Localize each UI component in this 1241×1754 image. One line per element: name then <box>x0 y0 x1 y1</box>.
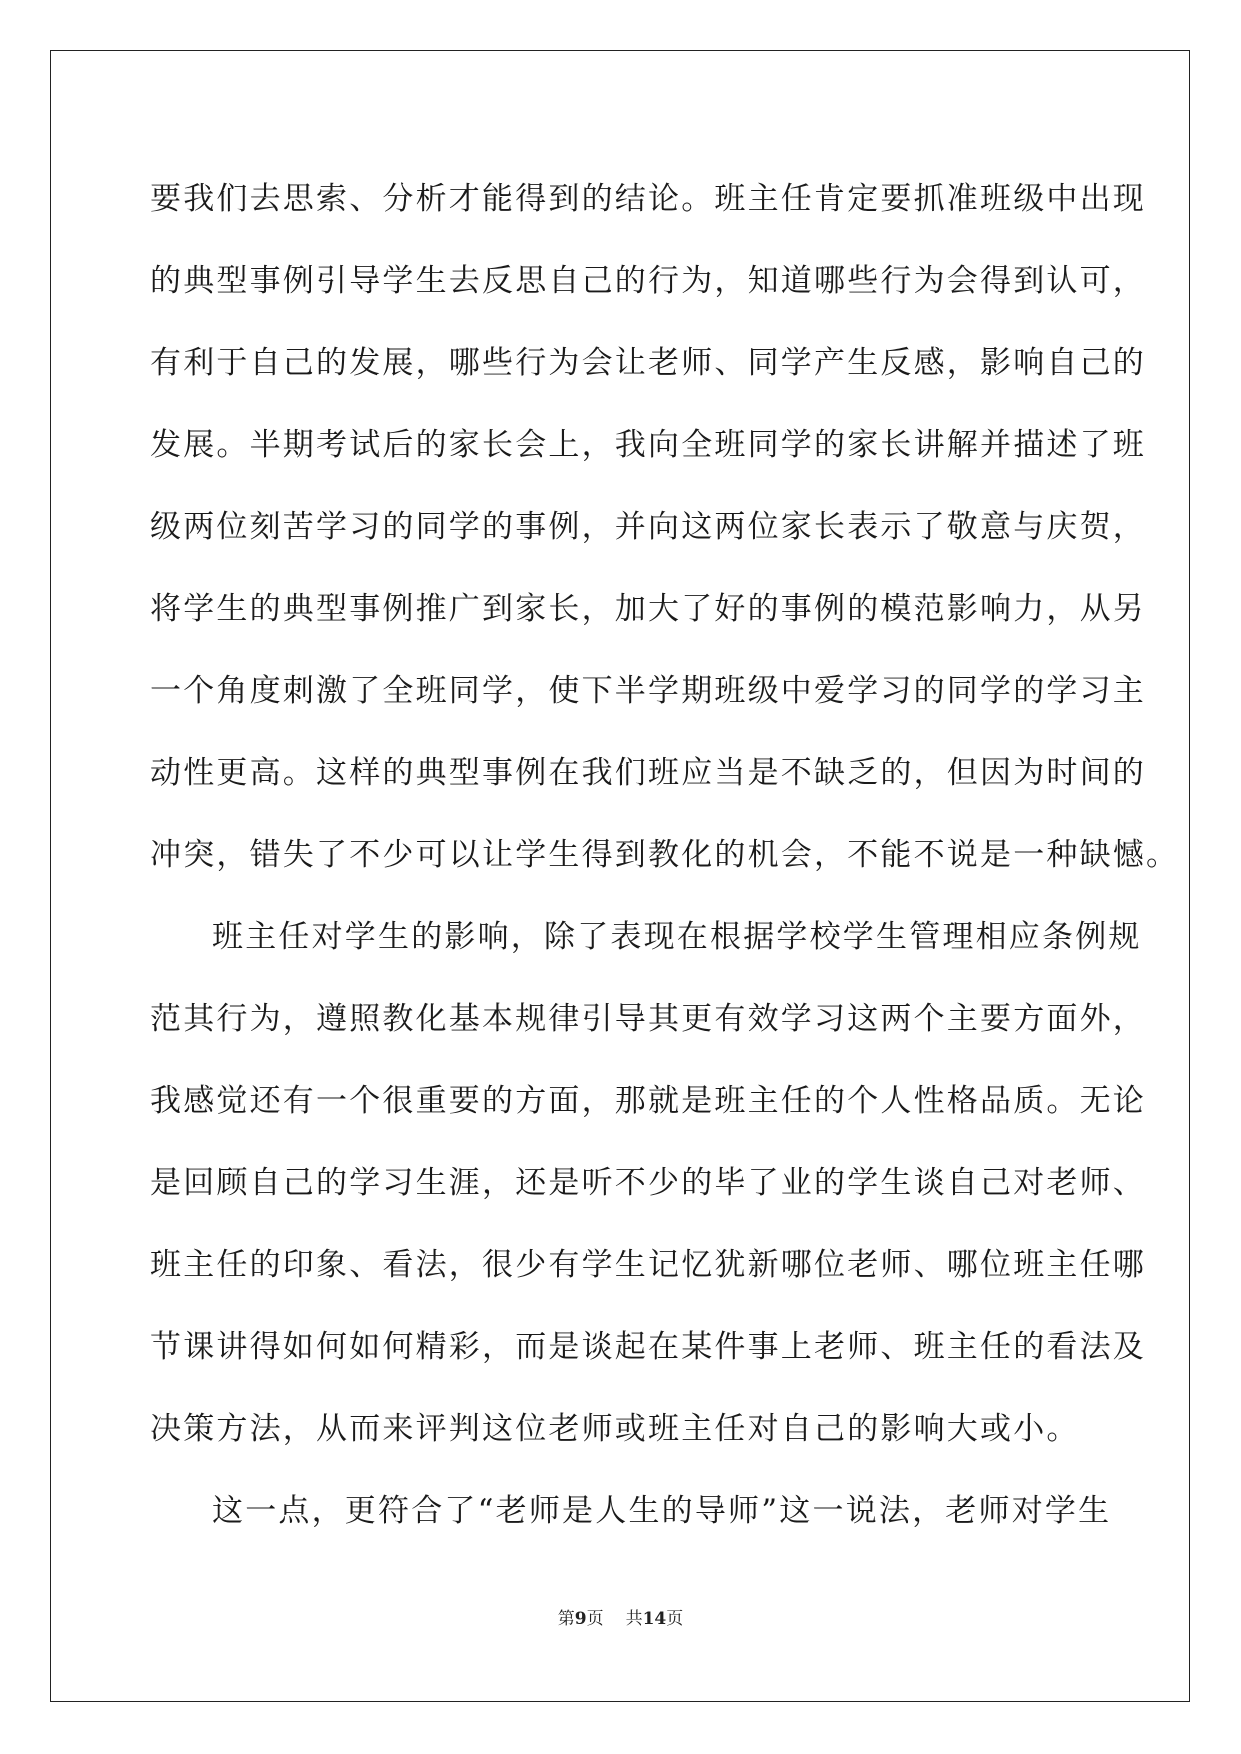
page-number: 9 <box>574 1609 587 1629</box>
text-line: 是回顾自己的学习生涯，还是听不少的毕了业的学生谈自己对老师、 <box>150 1165 1146 1201</box>
document-body <box>150 158 1180 1552</box>
text-line: 动性更高。这样的典型事例在我们班应当是不缺乏的，但因为时间的 <box>150 755 1146 791</box>
total-pages: 14 <box>642 1609 667 1629</box>
text-line: 发展。半期考试后的家长会上，我向全班同学的家长讲解并描述了班 <box>150 427 1146 463</box>
text-line: 要我们去思索、分析才能得到的结论。班主任肯定要抓准班级中出现 <box>150 181 1146 217</box>
text-line: 有利于自己的发展，哪些行为会让老师、同学产生反感，影响自己的 <box>150 345 1146 381</box>
text-line: 决策方法，从而来评判这位老师或班主任对自己的影响大或小。 <box>150 1411 1080 1447</box>
total-suffix: 页 <box>666 1609 684 1629</box>
page-prefix: 第 <box>557 1609 575 1629</box>
text-line: 冲突，错失了不少可以让学生得到教化的机会，不能不说是一种缺憾。 <box>150 837 1180 873</box>
text-line: 班主任的印象、看法，很少有学生记忆犹新哪位老师、哪位班主任哪 <box>150 1247 1146 1283</box>
text-line: 将学生的典型事例推广到家长，加大了好的事例的模范影响力，从另 <box>150 591 1146 627</box>
page-footer <box>0 1604 1241 1629</box>
paragraph-start-line: 这一点，更符合了“老师是人生的导师”这一说法，老师对学生 <box>212 1493 1112 1529</box>
text-line: 一个角度刺激了全班同学，使下半学期班级中爱学习的同学的学习主 <box>150 673 1146 709</box>
total-prefix: 共 <box>625 1609 643 1629</box>
text-line: 节课讲得如何如何精彩，而是谈起在某件事上老师、班主任的看法及 <box>150 1329 1146 1365</box>
text-line: 我感觉还有一个很重要的方面，那就是班主任的个人性格品质。无论 <box>150 1083 1146 1119</box>
text-line: 范其行为，遵照教化基本规律引导其更有效学习这两个主要方面外， <box>150 1001 1146 1037</box>
text-line: 级两位刻苦学习的同学的事例，并向这两位家长表示了敬意与庆贺， <box>150 509 1146 545</box>
paragraph-start-line: 班主任对学生的影响，除了表现在根据学校学生管理相应条例规 <box>212 919 1142 955</box>
page-suffix: 页 <box>586 1609 604 1629</box>
text-line: 的典型事例引导学生去反思自己的行为，知道哪些行为会得到认可， <box>150 263 1146 299</box>
